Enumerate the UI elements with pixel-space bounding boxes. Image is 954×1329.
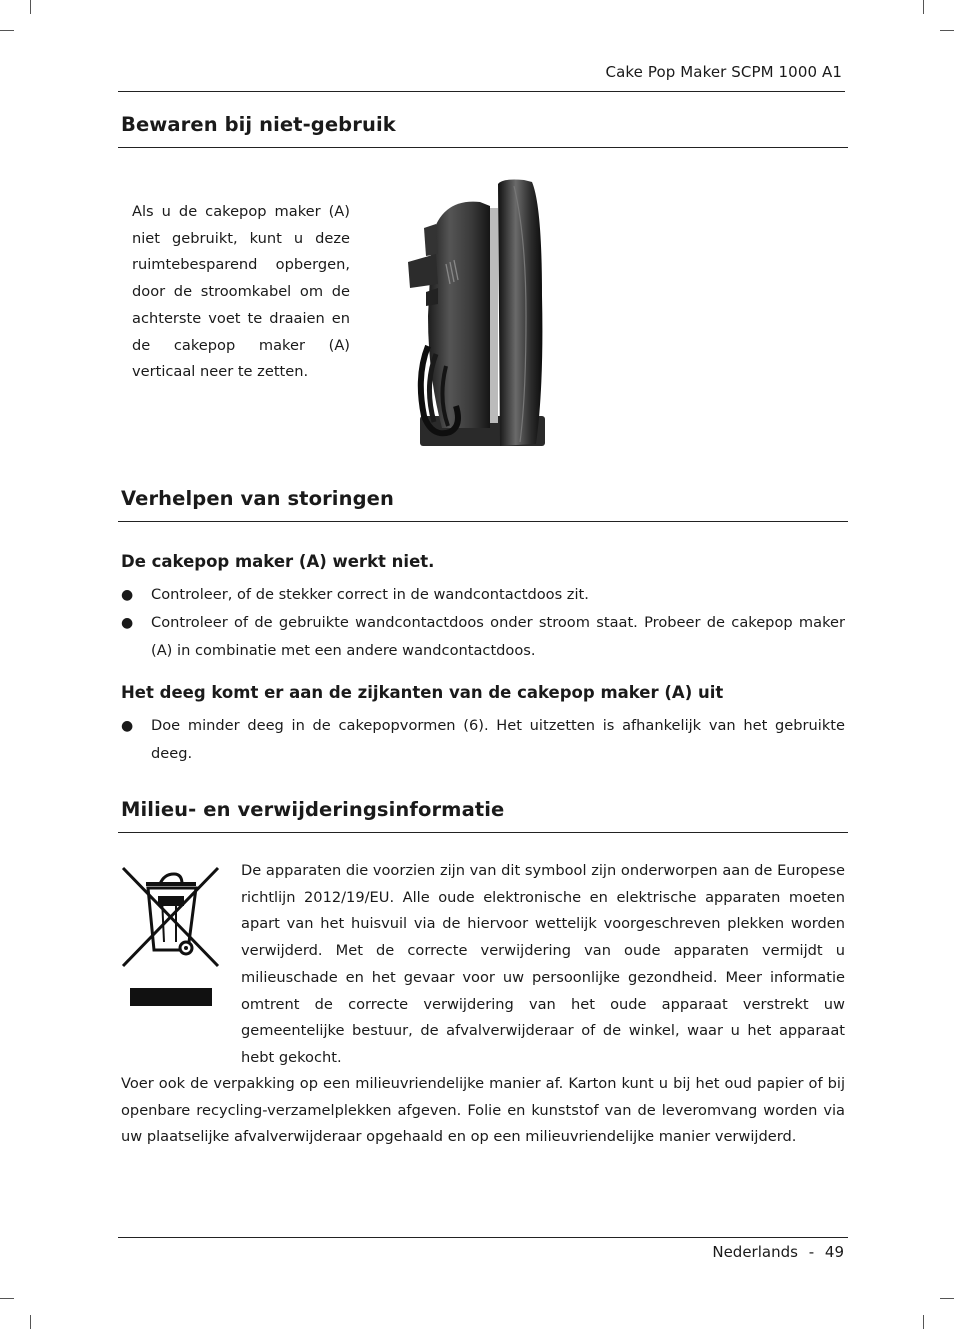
environment-heading-rule xyxy=(118,832,848,833)
crop-mark xyxy=(0,30,14,31)
bullet-text: Doe minder deeg in de cakepopvormen (6). Het uitzetten is afhankelijk van het gebruikte deeg. xyxy=(151,717,845,762)
cakepop-maker-photo xyxy=(402,176,550,450)
crop-mark xyxy=(923,0,924,14)
bullet-icon: ● xyxy=(121,587,134,603)
crossed-out-wheelie-bin-icon xyxy=(120,866,220,1011)
list-item xyxy=(121,609,845,665)
bullet-icon: ● xyxy=(121,718,134,734)
crop-mark xyxy=(940,30,954,31)
crop-mark xyxy=(940,1298,954,1299)
problem-title-2: Het deeg komt er aan de zijkanten van de cakepop maker (A) uit xyxy=(121,683,724,702)
troubleshooting-heading: Verhelpen van storingen xyxy=(121,487,394,510)
environment-heading: Milieu- en verwijderingsinformatie xyxy=(121,798,505,821)
bullet-icon: ● xyxy=(121,615,134,631)
bullet-text: Controleer, of de stekker correct in de wandcontactdoos zit. xyxy=(151,586,589,603)
page-number: 49 xyxy=(824,1243,844,1261)
weee-text: De apparaten die voorzien zijn van dit symbool zijn onderworpen aan de Europese richtlijn 2012/19/EU. Alle oude elektronische en elektrische apparaten moeten apart van het huisvuil via de hiervoor wettelijk voorgeschreven plekken worden verwijderd. Met de correcte verwijdering van oude apparaten vermijdt u milieuschade en het gevaar voor uw persoonlijke gezondheid. Meer informatie omtrent de correcte verwijdering van het oude apparaat verstrekt uw gemeentelijke bestuur, de afvalverwijderaar of de winkel, waar u het apparaat hebt gekocht. xyxy=(241,862,845,1066)
packaging-text: Voer ook de verpakking op een milieuvriendelijke manier af. Karton kunt u bij het oud papier of bij openbare recycling-verzamelplekken afgeven. Folie en kunststof van de leveromvang worden via uw plaatselijke afvalverwijderaar opgehaald en op een milieuvriendelijke manier verwijderd. xyxy=(121,1075,845,1146)
crop-mark xyxy=(30,1315,31,1329)
running-header: Cake Pop Maker SCPM 1000 A1 xyxy=(605,63,842,81)
list-item xyxy=(121,712,845,768)
crop-mark xyxy=(30,0,31,14)
footer-rule xyxy=(118,1237,848,1238)
bullet-text: Controleer of de gebruikte wandcontactdoos onder stroom staat. Probeer de cakepop maker (A) in combinatie met een andere wandcontactdoos. xyxy=(151,614,845,659)
storage-text: Als u de cakepop maker (A) niet gebruikt, kunt u deze ruimtebesparend opbergen, door de stroomkabel om de achterste voet te draaien en de cakepop maker (A) verticaal neer te zetten. xyxy=(132,203,350,381)
page-footer xyxy=(712,1243,844,1261)
cakepop-maker-upright-icon xyxy=(402,176,550,450)
storage-heading: Bewaren bij niet-gebruik xyxy=(121,113,396,136)
list-item xyxy=(121,581,845,609)
storage-heading-rule xyxy=(118,147,848,148)
header-rule xyxy=(118,91,845,92)
troubleshooting-heading-rule xyxy=(118,521,848,522)
problem-title-1: De cakepop maker (A) werkt niet. xyxy=(121,552,435,571)
weee-symbol xyxy=(120,866,220,1011)
footer-separator: - xyxy=(808,1243,815,1261)
crop-mark xyxy=(0,1298,14,1299)
crop-mark xyxy=(923,1315,924,1329)
footer-language: Nederlands xyxy=(712,1243,798,1261)
